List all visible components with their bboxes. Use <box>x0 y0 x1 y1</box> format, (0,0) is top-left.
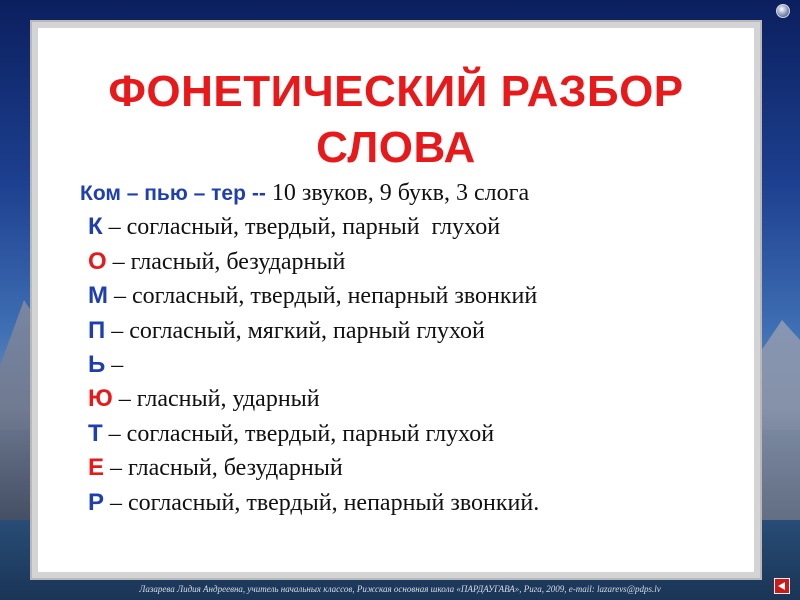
letter-description: – гласный, ударный <box>112 386 320 413</box>
letter-item <box>80 314 734 348</box>
letter-items <box>80 210 734 520</box>
letter-description: – гласный, безударный <box>106 248 346 275</box>
syllables-text: Ком – пью – тер <box>80 182 246 205</box>
letter-item <box>80 210 734 244</box>
slide-title-line-1: ФОНЕТИЧЕСКИЙ РАЗБОР <box>108 67 684 116</box>
letter-symbol: Ь <box>88 350 106 378</box>
letter-description: – согласный, твердый, парный глухой <box>102 214 501 241</box>
letter-item <box>80 486 734 520</box>
letter-description: – согласный, твердый, парный глухой <box>102 420 495 447</box>
letter-symbol: Е <box>88 454 105 482</box>
syllables-line <box>80 176 734 210</box>
summary-text: 10 звуков, 9 букв, 3 слога <box>271 180 530 206</box>
letter-symbol: О <box>88 247 107 275</box>
analysis-list <box>80 176 734 520</box>
globe-icon[interactable] <box>776 4 790 18</box>
footer-credits: Лазарева Лидия Андреевна, учитель начальных классов, Рижская основная школа «ПАРДАУГАВА», Рига, 2009, e-mail: lazarevs@pdps.lv <box>139 584 661 594</box>
letter-item <box>80 451 734 485</box>
letter-description: – согласный, мягкий, парный глухой <box>105 317 485 344</box>
letter-item <box>80 245 734 279</box>
slide-title-line-2: СЛОВА <box>316 123 476 172</box>
letter-item <box>80 382 734 416</box>
slide-title <box>38 64 754 176</box>
letter-description: – гласный, безударный <box>104 455 343 482</box>
letter-symbol: Т <box>88 419 103 447</box>
letter-item <box>80 417 734 451</box>
letter-item <box>80 348 734 382</box>
separator: -- <box>251 182 266 205</box>
letter-symbol: Ю <box>88 385 113 413</box>
letter-description: – <box>105 351 124 378</box>
letter-description: – согласный, твердый, непарный звонкий. <box>104 489 540 516</box>
slide-card <box>32 22 760 578</box>
letter-description: – согласный, твердый, непарный звонкий <box>108 283 538 310</box>
letter-symbol: М <box>88 282 108 310</box>
letter-symbol: Р <box>88 488 105 516</box>
letter-symbol: К <box>88 213 103 241</box>
back-arrow-icon[interactable] <box>774 578 790 594</box>
letter-symbol: П <box>88 316 106 344</box>
background-rocks-right <box>755 320 800 520</box>
letter-item <box>80 279 734 313</box>
